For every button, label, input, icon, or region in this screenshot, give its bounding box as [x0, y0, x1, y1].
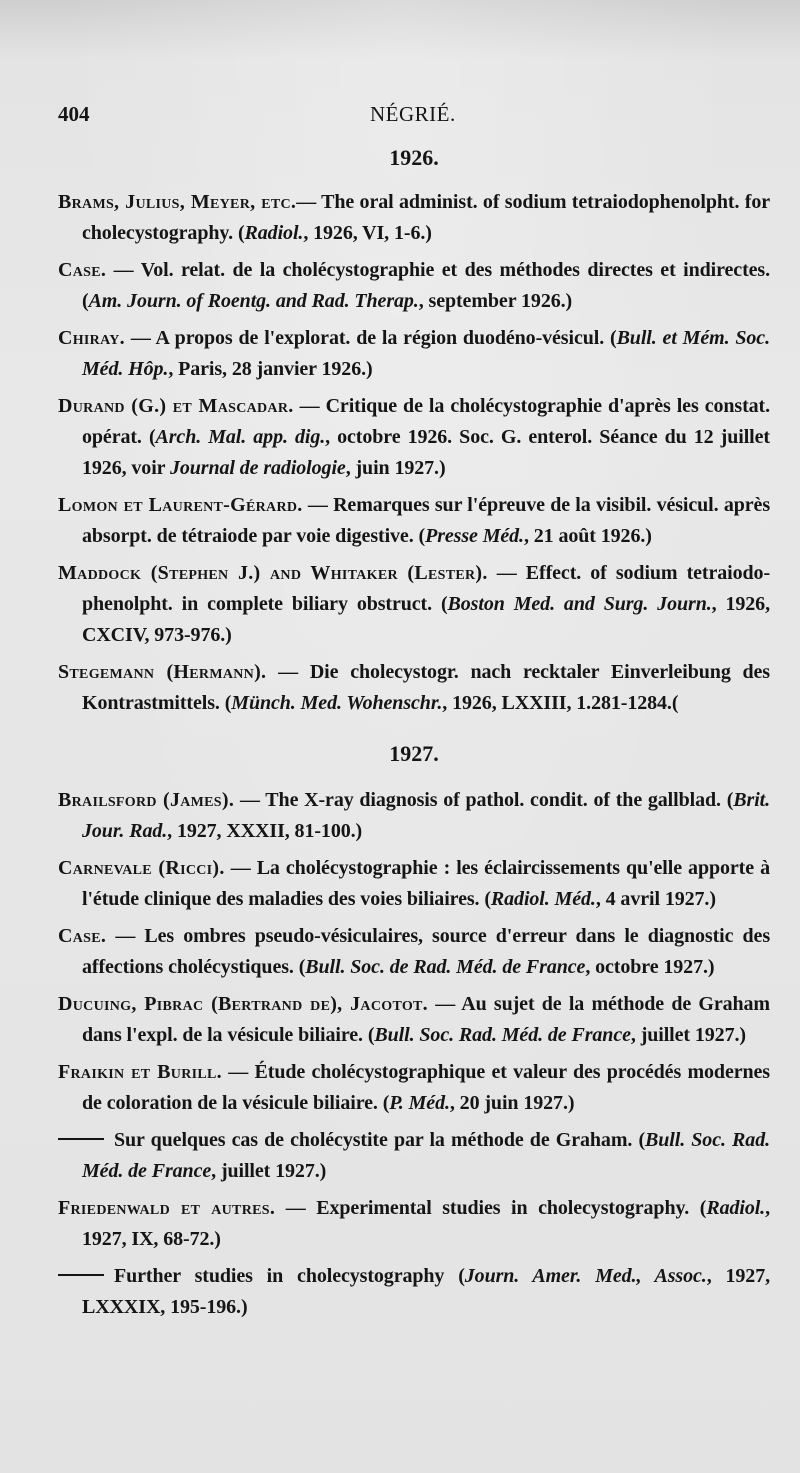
entry-text: — Critique de la cholécystographie d'après les constat. opérat. ( [82, 395, 770, 448]
entry-author: Durand (G.) et Mascadar. [58, 395, 294, 417]
entry-journal: Radiol. Méd. [490, 888, 596, 910]
entry-author: Fraikin et Burill. [58, 1061, 222, 1083]
bib-entry-chiray [58, 323, 770, 385]
bib-entry-ducuing [58, 989, 770, 1051]
bib-entry-durand [58, 391, 770, 484]
bib-entry-fraikin-ditto [58, 1125, 770, 1187]
ditto-dash [58, 1274, 104, 1276]
year-heading-1926: 1926. [389, 145, 439, 170]
entry-text: — Vol. relat. de la cholécystographie et des méthodes directes et indirectes. ( [82, 259, 770, 312]
entry-journal: Boston Med. and Surg. Journ. [447, 593, 712, 615]
entry-text: — The oral administ. of sodium tetraiodophenolpht. for cholecystography. ( [82, 191, 770, 244]
bib-entry-brailsford [58, 785, 770, 847]
entry-text: — Experimental studies in cholecystography. ( [275, 1197, 707, 1219]
entry-text: — Étude cholécystographique et valeur des procédés modernes de coloration de la vésicule biliaire. ( [82, 1061, 770, 1114]
bib-entry-fraikin [58, 1057, 770, 1119]
page-header [58, 102, 778, 132]
bib-entry-stegemann [58, 657, 770, 719]
entry-tail: , 1926, LXXIII, 1.281-1284.( [442, 692, 679, 714]
entry-tail: , 4 avril 1927.) [595, 888, 716, 910]
entry-tail-secondary: , juin 1927.) [345, 457, 446, 479]
entry-tail: , octobre 1927.) [585, 956, 715, 978]
entry-tail: , 1927, XXXII, 81-100.) [167, 820, 363, 842]
entry-journal: Journ. Amer. Med., Assoc. [464, 1265, 707, 1287]
bib-entry-friedenwald [58, 1193, 770, 1255]
entry-journal: Bull. et Mém. Soc. Méd. Hôp. [82, 327, 770, 380]
entry-journal: Bull. Soc. Rad. Méd. de France [374, 1024, 631, 1046]
entry-author: Case. [58, 259, 107, 281]
entry-author: Carnevale (Ricci). [58, 857, 225, 879]
entry-tail: , juillet 1927.) [211, 1160, 327, 1182]
entry-journal: Bull. Soc. Rad. Méd. de France [82, 1129, 771, 1182]
entry-journal: Radiol. [244, 222, 304, 244]
entry-journal: Brit. Jour. Rad. [82, 789, 771, 842]
entry-tail: , Paris, 28 janvier 1926.) [168, 358, 373, 380]
year-heading-1927: 1927. [389, 741, 439, 766]
entry-tail: , 20 juin 1927.) [449, 1092, 575, 1114]
bib-entry-maddock [58, 558, 770, 651]
bib-entry-case-1926 [58, 255, 770, 317]
entry-text: — Au sujet de la méthode de Graham dans l'expl. de la vésicule biliaire. ( [82, 993, 770, 1046]
entry-author: Friedenwald et autres. [58, 1197, 276, 1219]
entry-author: Ducuing, Pibrac (Bertrand de), Jacotot. [58, 993, 428, 1015]
entry-author: Brailsford (James). [58, 789, 235, 811]
entry-author: Brams, Julius, Meyer, etc. [58, 191, 297, 213]
entry-text: — The X-ray diagnosis of pathol. condit. of the gallblad. ( [234, 789, 734, 811]
bibliography [58, 145, 770, 1329]
ditto-dash [58, 1138, 104, 1140]
bib-entry-carnevale [58, 853, 770, 915]
entry-journal: Bull. Soc. de Rad. Méd. de France [305, 956, 586, 978]
entry-tail: , 1927, LXXXIX, 195-196.) [82, 1265, 770, 1318]
entry-journal: Presse Méd. [425, 525, 524, 547]
entry-text: — Die cholecystogr. nach recktaler Einverleibung des Kontrastmittels. ( [82, 661, 770, 714]
entry-journal: P. Méd. [389, 1092, 450, 1114]
entry-author: Chiray. [58, 327, 125, 349]
entry-journal: Arch. Mal. app. dig. [155, 426, 326, 448]
entry-author: Lomon et Laurent-Gérard. [58, 494, 303, 516]
entry-journal: Am. Journ. of Roentg. and Rad. Therap. [88, 290, 419, 312]
entry-text: Sur quelques cas de cholécystite par la méthode de Graham. ( [114, 1129, 646, 1151]
bib-entry-brams [58, 187, 770, 249]
entry-tail: , 21 août 1926.) [523, 525, 652, 547]
entry-tail: , 1926, VI, 1-6.) [303, 222, 432, 244]
entry-tail: , octobre 1926. Soc. G. enterol. Séance du 12 juillet 1926, voir [82, 426, 770, 479]
entry-author: Stegemann (Hermann). [58, 661, 267, 683]
entry-text: — Effect. of sodium tetraiodo-phenolpht. in complete biliary obstruct. ( [82, 562, 770, 615]
entry-text: Further studies in cholecystography ( [114, 1265, 465, 1287]
entry-tail: , juillet 1927.) [630, 1024, 746, 1046]
entry-text: — A propos de l'explorat. de la région duodéno-vésicul. ( [124, 327, 617, 349]
entry-text: — La cholécystographie : les éclaircissements qu'elle apporte à l'étude clinique des maladies des voies biliaires. ( [82, 857, 770, 910]
entry-journal: Radiol. [706, 1197, 766, 1219]
entry-journal-secondary: Journal de radiologie [169, 457, 346, 479]
running-head: NÉGRIÉ. [370, 102, 456, 126]
entry-tail: , september 1926.) [418, 290, 573, 312]
entry-author: Case. [58, 925, 107, 947]
entry-journal: Münch. Med. Wohenschr. [231, 692, 443, 714]
entry-text: — Remarques sur l'épreuve de la visibil. vésicul. après absorpt. de tétraiode par voie digestive. ( [82, 494, 770, 547]
entry-tail: , 1927, IX, 68-72.) [82, 1197, 770, 1250]
entry-text: — Les ombres pseudo-vésiculaires, source d'erreur dans le diagnostic des affections cholécystiques. ( [82, 925, 770, 978]
entry-author: Maddock (Stephen J.) and Whitaker (Lester). [58, 562, 488, 584]
bib-entry-case-1927 [58, 921, 770, 983]
page-number: 404 [58, 102, 90, 126]
bib-entry-friedenwald-ditto [58, 1261, 770, 1323]
bib-entry-lomon [58, 490, 770, 552]
entry-tail: , 1926, CXCIV, 973-976.) [82, 593, 770, 646]
